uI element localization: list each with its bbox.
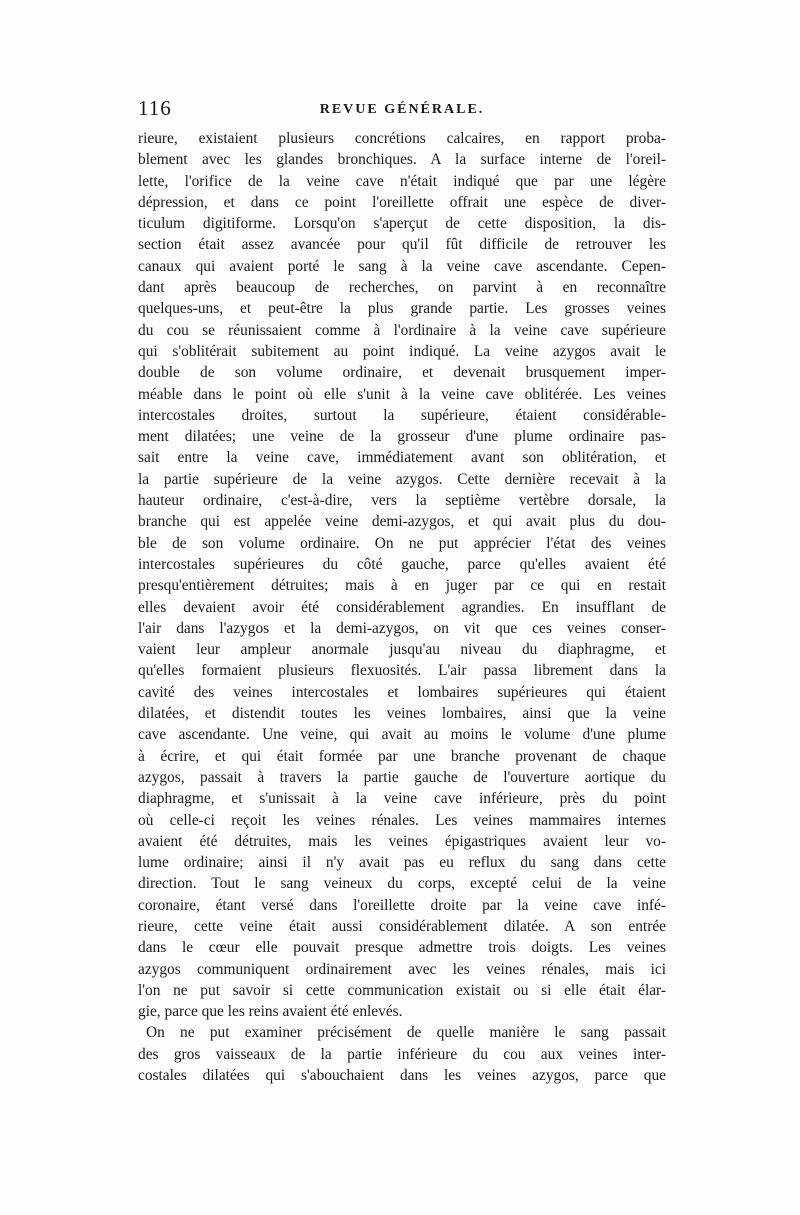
text-line: azygos, passait à travers la partie gauche de l'ouverture aortique du [138, 768, 666, 786]
text-line: dépression, et dans ce point l'oreillette offrait une espèce de diver- [138, 193, 666, 211]
text-line: double de son volume ordinaire, et devenait brusquement imper- [138, 364, 666, 382]
text-line: costales dilatées qui s'abouchaient dans les veines azygos, parce que [138, 1067, 666, 1085]
page-number: 116 [138, 96, 172, 120]
text-line: branche qui est appelée veine demi-azygos, et qui avait plus du dou- [138, 513, 666, 531]
text-line: canaux qui avaient porté le sang à la veine cave ascendante. Cepen- [138, 257, 666, 275]
text-line: gie, parce que les reins avaient été enlevés. [138, 1003, 403, 1021]
text-line: intercostales droites, surtout la supérieure, étaient considérable- [138, 406, 666, 424]
text-line: dans le cœur elle pouvait presque admettre trois doigts. Les veines [138, 939, 666, 957]
text-line: qu'elles formaient plusieurs flexuosités. L'air passa librement dans la [138, 662, 666, 680]
text-line: ment dilatées; une veine de la grosseur d'une plume ordinaire pas- [138, 428, 666, 446]
text-line: coronaire, étant versé dans l'oreillette droite par la veine cave infé- [138, 896, 666, 914]
running-head: REVUE GÉNÉRALE. [319, 102, 485, 117]
text-line: cavité des veines intercostales et lombaires supérieures qui étaient [138, 683, 666, 701]
text-line: hauteur ordinaire, c'est-à-dire, vers la septième vertèbre dorsale, la [138, 492, 666, 510]
text-line: quelques-uns, et peut-être la plus grande partie. Les grosses veines [138, 300, 666, 318]
text-line: à écrire, et qui était formée par une branche provenant de chaque [138, 747, 666, 765]
text-line: elles devaient avoir été considérablement agrandies. En insufflant de [138, 598, 666, 616]
text-line: rieure, cette veine était aussi considérablement dilatée. A son entrée [138, 917, 666, 935]
text-line: avaient été détruites, mais les veines épigastriques avaient leur vo- [138, 832, 666, 850]
text-line: des gros vaisseaux de la partie inférieure du cou aux veines inter- [138, 1045, 666, 1063]
text-line: qui s'oblitérait subitement au point indiqué. La veine azygos avait le [138, 342, 666, 360]
text-line: la partie supérieure de la veine azygos. Cette dernière recevait à la [138, 470, 666, 488]
text-line: On ne put examiner précisément de quelle manière le sang passait [146, 1024, 666, 1042]
text-line: ble de son volume ordinaire. On ne put apprécier l'état des veines [138, 534, 666, 552]
text-line: méable dans le point où elle s'unit à la veine cave oblitérée. Les veines [138, 385, 666, 403]
text-line: section était assez avancée pour qu'il fût difficile de retrouver les [138, 236, 666, 254]
text-line: direction. Tout le sang veineux du corps, excepté celui de la veine [138, 875, 666, 893]
text-line: du cou se réunissaient comme à l'ordinaire à la veine cave supérieure [138, 321, 666, 339]
text-line: vaient leur ampleur anormale jusqu'au niveau du diaphragme, et [138, 641, 666, 659]
text-line: intercostales supérieures du côté gauche, parce qu'elles avaient été [138, 555, 666, 573]
text-line: l'on ne put savoir si cette communication existait ou si elle était élar- [138, 981, 666, 999]
text-line: dant après beaucoup de recherches, on parvint à en reconnaître [138, 279, 666, 297]
text-line: dilatées, et distendit toutes les veines lombaires, ainsi que la veine [138, 705, 666, 723]
text-line: cave ascendante. Une veine, qui avait au moins le volume d'une plume [138, 726, 666, 744]
text-line: azygos communiquent ordinairement avec les veines rénales, mais ici [138, 960, 666, 978]
text-line: où celle-ci reçoit les veines rénales. Les veines mammaires internes [138, 811, 666, 829]
text-line: rieure, existaient plusieurs concrétions calcaires, en rapport proba- [138, 130, 666, 147]
text-line: sait entre la veine cave, immédiatement avant son oblitération, et [138, 449, 666, 467]
page-header [138, 96, 666, 124]
text-line: lette, l'orifice de la veine cave n'était indiqué que par une légère [138, 172, 666, 190]
body-text [138, 128, 666, 1086]
text-line: ticulum digitiforme. Lorsqu'on s'aperçut de cette disposition, la dis- [138, 215, 666, 233]
text-line: presqu'entièrement détruites; mais à en juger par ce qui en restait [138, 577, 666, 595]
text-line: blement avec les glandes bronchiques. A la surface interne de l'oreil- [138, 151, 666, 169]
text-line: lume ordinaire; ainsi il n'y avait pas eu reflux du sang dans cette [138, 854, 666, 872]
text-line: diaphragme, et s'unissait à la veine cave inférieure, près du point [138, 790, 666, 808]
text-line: l'air dans l'azygos et la demi-azygos, on vit que ces veines conser- [138, 619, 666, 637]
